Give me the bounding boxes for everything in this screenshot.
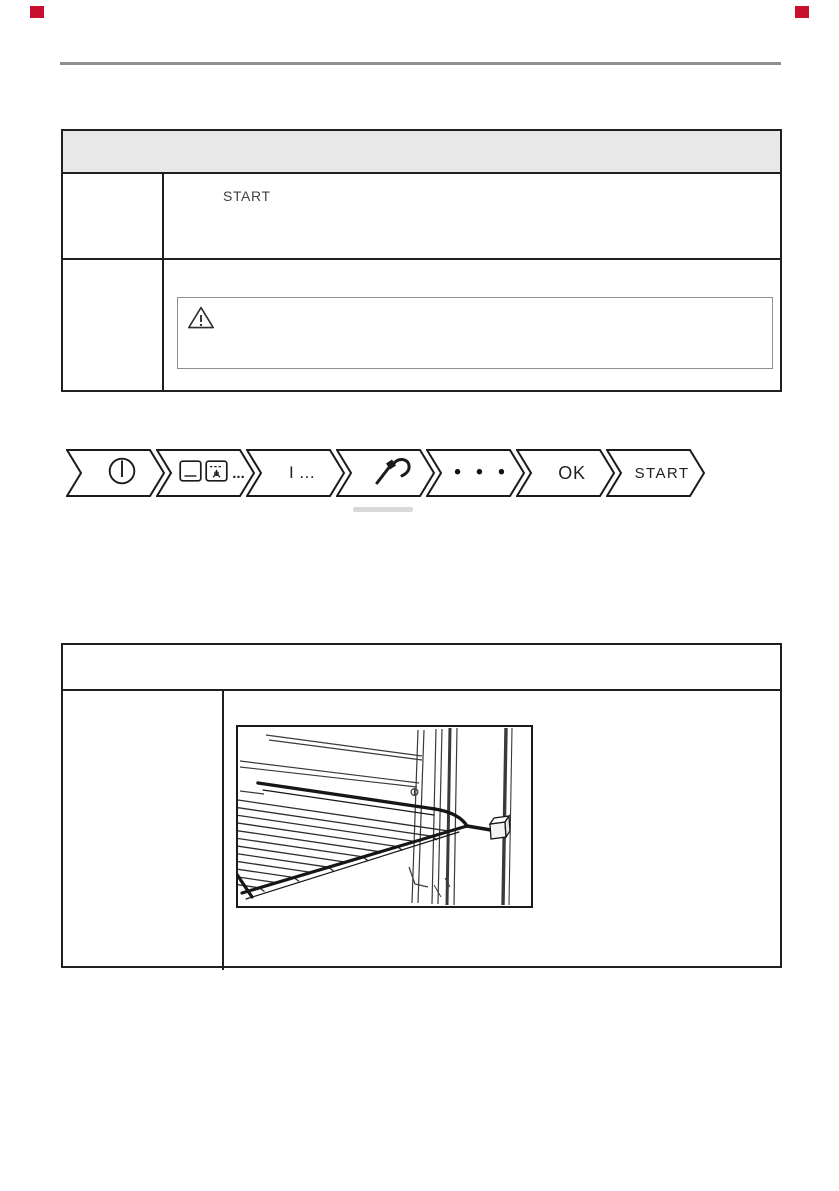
food-sensor-icon <box>371 455 413 492</box>
step-number-cell <box>63 174 164 258</box>
table-row <box>63 260 780 392</box>
table-row <box>63 174 780 260</box>
shelf-table <box>61 643 782 968</box>
step-number-cell <box>63 260 164 392</box>
step-heating-function <box>156 449 256 497</box>
step-more-options <box>426 449 526 497</box>
shelf-label-cell <box>63 691 224 970</box>
power-icon <box>107 456 137 491</box>
warning-note-box <box>177 297 773 369</box>
turbo-grill-function-icon <box>205 460 228 487</box>
value-ellipsis-label: I ... <box>288 463 316 482</box>
start-action-label: START <box>223 188 271 204</box>
print-artifact <box>353 507 413 512</box>
crop-mark-left <box>30 6 44 18</box>
shelf-table-header <box>63 645 780 691</box>
procedure-table <box>61 129 782 392</box>
table-row <box>63 691 780 970</box>
crop-mark-right <box>795 6 809 18</box>
step-food-sensor <box>336 449 436 497</box>
page-top-rule <box>60 62 781 65</box>
shelf-figure-cell <box>224 691 780 970</box>
wire-shelf-figure <box>236 725 533 908</box>
step-value <box>246 449 346 497</box>
ok-label: OK <box>558 462 586 483</box>
procedure-table-header <box>63 131 780 174</box>
steps-sequence-bar <box>66 449 706 497</box>
dots-label: • • • <box>454 462 510 483</box>
step-description-cell <box>164 260 780 392</box>
step-power <box>66 449 166 497</box>
step-start <box>606 449 706 497</box>
warning-triangle-icon <box>187 305 215 335</box>
step-ok <box>516 449 616 497</box>
ellipsis-label: ... <box>232 464 245 482</box>
start-label: START <box>634 464 690 482</box>
step-description-cell <box>164 174 780 258</box>
oven-cavity-icon <box>179 460 202 487</box>
